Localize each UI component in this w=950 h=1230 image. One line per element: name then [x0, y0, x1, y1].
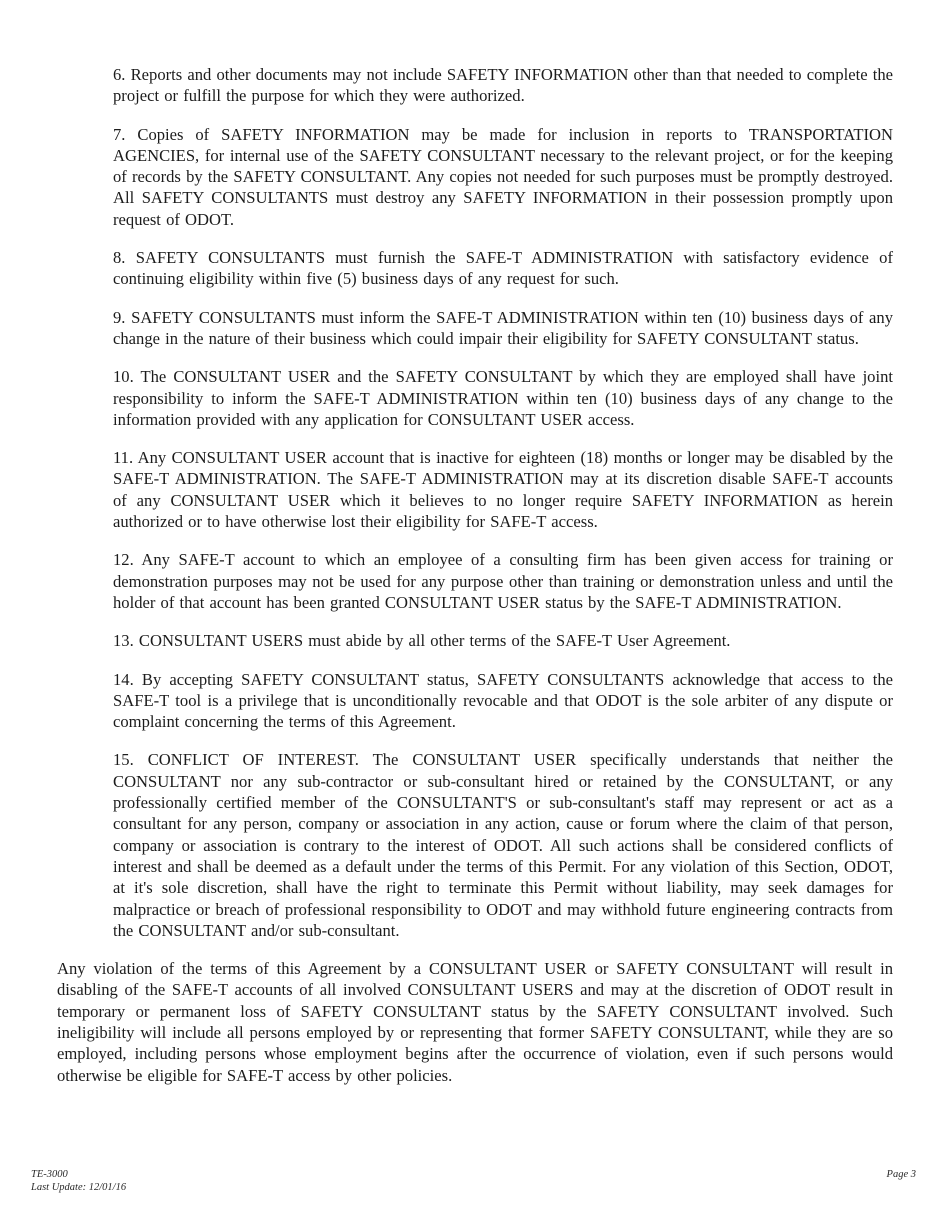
paragraph-14: 14. By accepting SAFETY CONSULTANT status, SAFETY CONSULTANTS acknowledge that access to the SAFE-T tool is a privilege that is unconditionally revocable and that ODOT is the sole arbiter of any dispute or complaint concerning the terms of this Agreement.: [113, 669, 893, 732]
paragraph-9: 9. SAFETY CONSULTANTS must inform the SAFE-T ADMINISTRATION within ten (10) business days of any change in the nature of their business which could impair their eligibility for SAFETY CONSULTANT status.: [113, 307, 893, 348]
page-number: Page 3: [886, 1169, 916, 1180]
paragraph-10: 10. The CONSULTANT USER and the SAFETY CONSULTANT by which they are employed shall have joint responsibility to inform the SAFE-T ADMINISTRATION within ten (10) business days of any change to the information provided with any application for CONSULTANT USER access.: [113, 367, 893, 429]
closing-paragraph: Any violation of the terms of this Agreement by a CONSULTANT USER or SAFETY CONSULTANT will result in disabling of the SAFE-T accounts of all involved CONSULTANT USERS and may at the discretion of ODOT result in temporary or permanent loss of SAFETY CONSULTANT status by the SAFETY CONSULTANT involved. Such ineligibility will include all persons employed by or representing that former SAFETY CONSULTANT, while they are so employed, including persons whose employment begins after the occurrence of violation, even if such persons would otherwise be eligible for SAFE-T access by other policies.: [57, 959, 893, 1085]
last-update: Last Update: 12/01/16: [31, 1182, 127, 1193]
paragraph-13: 13. CONSULTANT USERS must abide by all other terms of the SAFE-T User Agreement.: [113, 631, 731, 651]
paragraph-8: 8. SAFETY CONSULTANTS must furnish the SAFE-T ADMINISTRATION with satisfactory evidence of continuing eligibility within five (5) business days of any request for such.: [113, 248, 893, 289]
agreement-body: [57, 64, 893, 1103]
page-footer: [31, 1168, 916, 1194]
paragraph-7: 7. Copies of SAFETY INFORMATION may be made for inclusion in reports to TRANSPORTATION AGENCIES, for internal use of the SAFETY CONSULTANT necessary to the relevant project, or for the keeping of records by the SAFETY CONSULTANT. Any copies not needed for such purposes must be promptly destroyed. All SAFETY CONSULTANTS must destroy any SAFETY INFORMATION in their possession promptly upon request of ODOT.: [113, 124, 893, 229]
paragraph-6: 6. Reports and other documents may not include SAFETY INFORMATION other than that needed to complete the project or fulfill the purpose for which they were authorized.: [113, 65, 893, 106]
paragraph-15: 15. CONFLICT OF INTEREST. The CONSULTANT USER specifically understands that neither the CONSULTANT nor any sub-contractor or sub-consultant hired or retained by the CONSULTANT, or any professionally certified member of the CONSULTANT'S or sub-consultant's staff may represent or act as a consultant for any person, company or association in any action, cause or forum where the claim of that person, company or association is contrary to the interest of ODOT. All such actions shall be considered conflicts of interest and shall be deemed as a default under the terms of this Permit. For any violation of this Section, ODOT, at it's sole discretion, shall have the right to terminate this Permit without liability, may seek damages for malpractice or breach of professional responsibility to ODOT and may withhold future engineering contracts from the CONSULTANT and/or sub-consultant.: [113, 750, 893, 940]
paragraph-11: 11. Any CONSULTANT USER account that is inactive for eighteen (18) months or longer may be disabled by the SAFE-T ADMINISTRATION. The SAFE-T ADMINISTRATION may at its discretion disable SAFE-T accounts of any CONSULTANT USER which it believes to no longer require SAFETY INFORMATION as herein authorized or to have otherwise lost their eligibility for SAFE-T access.: [113, 448, 893, 532]
form-number: TE-3000: [31, 1169, 68, 1180]
footer-document-info: [31, 1168, 126, 1194]
paragraph-12: 12. Any SAFE-T account to which an employee of a consulting firm has been given access for training or demonstration purposes may not be used for any purpose other than training or demonstration unless and until the holder of that account has been granted CONSULTANT USER status by the SAFE-T ADMINISTRATION.: [113, 550, 893, 612]
